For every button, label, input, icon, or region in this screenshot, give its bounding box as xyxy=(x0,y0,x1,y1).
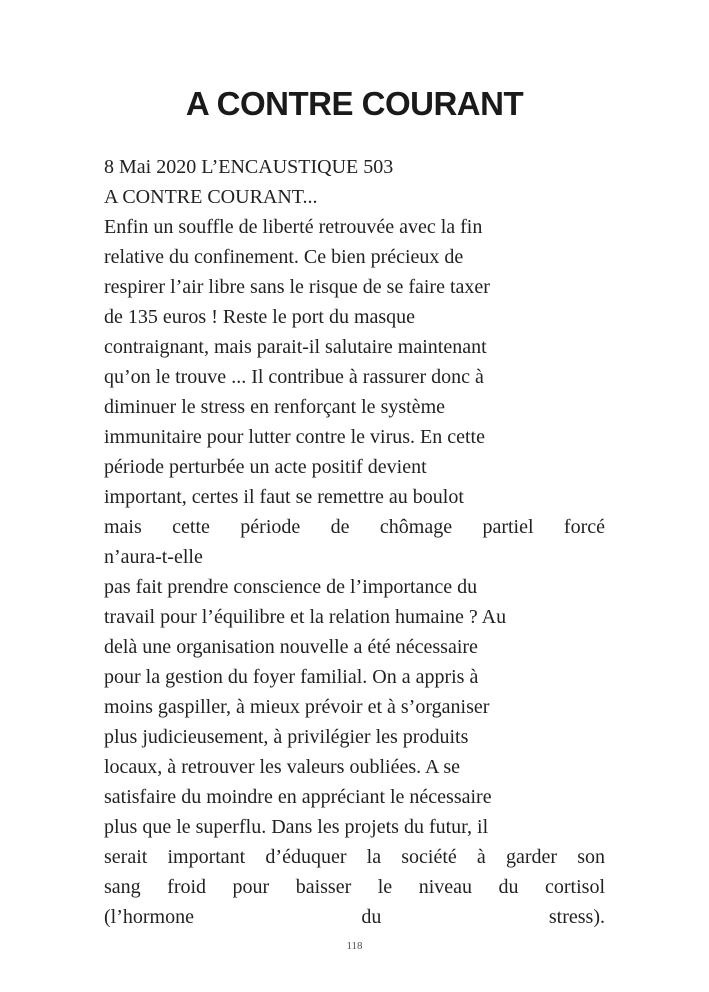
text-line: pour la gestion du foyer familial. On a appris à xyxy=(104,666,479,688)
text-line: 8 Mai 2020 L’ENCAUSTIQUE 503 xyxy=(104,156,394,178)
text-line: respirer l’air libre sans le risque de se faire taxer xyxy=(104,276,490,298)
text-line: immunitaire pour lutter contre le virus. En cette xyxy=(104,426,485,448)
text-line: pas fait prendre conscience de l’importance du xyxy=(104,576,478,598)
page-title: A CONTRE COURANT xyxy=(185,85,524,122)
text-line: diminuer le stress en renforçant le système xyxy=(104,396,445,418)
text-line: n’aura-t-elle xyxy=(104,546,203,568)
text-line: de 135 euros ! Reste le port du masque xyxy=(104,306,416,328)
text-line: travail pour l’équilibre et la relation humaine ? Au xyxy=(104,606,507,628)
text-line: Enfin un souffle de liberté retrouvée avec la fin xyxy=(104,216,483,238)
text-line: sang froid pour baisser le niveau du cortisol xyxy=(104,876,605,898)
text-line: serait important d’éduquer la société à garder son xyxy=(104,846,605,868)
text-line: moins gaspiller, à mieux prévoir et à s’organiser xyxy=(104,696,490,718)
text-line: A CONTRE COURANT... xyxy=(104,186,318,208)
text-line: locaux, à retrouver les valeurs oubliées. A se xyxy=(104,756,460,778)
text-line: delà une organisation nouvelle a été nécessaire xyxy=(104,636,478,658)
text-line: satisfaire du moindre en appréciant le nécessaire xyxy=(104,786,492,808)
page-number: 118 xyxy=(346,940,363,952)
text-line: relative du confinement. Ce bien précieux de xyxy=(104,246,464,268)
article-body xyxy=(104,152,605,932)
text-line: (l’hormone du stress). xyxy=(104,906,605,928)
text-line: qu’on le trouve ... Il contribue à rassurer donc à xyxy=(104,366,484,388)
text-line: plus que le superflu. Dans les projets du futur, il xyxy=(104,816,489,838)
text-line: plus judicieusement, à privilégier les produits xyxy=(104,726,469,748)
text-line: important, certes il faut se remettre au boulot xyxy=(104,486,464,508)
text-line: mais cette période de chômage partiel forcé xyxy=(104,516,605,538)
text-line: période perturbée un acte positif devient xyxy=(104,456,427,478)
text-line: contraignant, mais parait-il salutaire maintenant xyxy=(104,336,487,358)
